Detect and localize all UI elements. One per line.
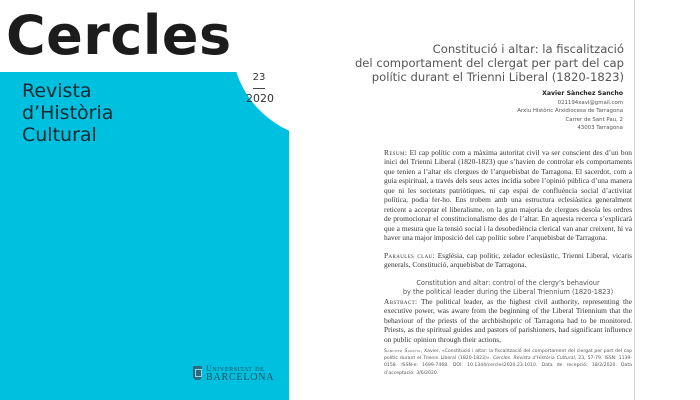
journal-subtitle <box>22 80 113 146</box>
author-institution: Arxiu Històric Arxidiocesa de Tarragona <box>517 108 623 115</box>
article-title-line: polític durant el Trienni Liberal (1820-1823) <box>371 70 624 84</box>
english-title-line: by the political leader during the Liberal Triennium (1820-1823) <box>402 288 614 296</box>
page-edge-divider <box>634 0 635 400</box>
author-city: 43003 Tarragona <box>577 125 623 132</box>
abstract-catalan <box>384 148 632 243</box>
article-title <box>324 42 624 84</box>
abstract-label: Resum: <box>384 148 408 157</box>
english-abstract-label: Abstract: <box>384 297 418 306</box>
university-shield-icon <box>193 366 202 380</box>
publisher-logo <box>193 364 274 382</box>
citation-journal: Cercles. Revista d’Història Cultural <box>493 356 575 362</box>
article-title-line: del comportament del clergat per part del cap <box>354 56 624 70</box>
author-name: Xavier Sànchez Sancho <box>542 90 623 97</box>
author-block <box>517 90 623 133</box>
abstract-text: El cap polític com a màxima autoritat civil va ser conscient des d’un bon inici del Trienni Liberal (1820-1823) que s’havien de controlar els comportaments que tenien a l’altar els clergues de l’arquebisbat de Tarragona. El sacerdot, com a guia espiritual, a través dels seus actes incidia sobre l’opinió pública d’una manera que ni les societats patriòtiques, ni cap espai de confluència social d’activitat política, podia fer-ho. Ens trobem amb una estructura eclesiàstica generalment reticent a acceptar el liberalisme, on la gran majoria de clergues desoïa les ordres de promocionar el constitucionalisme des de l’altar. En aquesta recerca s’explicarà que a mesura que la tensió social i la desobediència clerical van anar creixent, hi va haver una major imposició del cap polític sobre l’arquebisbat de Tarragona. <box>384 148 632 243</box>
keywords <box>384 251 632 270</box>
publisher-line-1: Universitat de <box>206 364 265 373</box>
english-title-line: Constitution and altar: control of the clergy’s behaviour <box>416 279 600 287</box>
english-abstract-text: The political leader, as the highest civil authority, representing the executive power, was aware from the beginning of the Liberal Triennium that the behaviour of the priests of the archbishopric of Tarragona had to be monitored. Priests, as the spiritual guides and pastors of parishioners, had significant influence on public opinion through their actions, <box>384 297 633 344</box>
keywords-label: Paraules clau: <box>384 251 436 260</box>
journal-cover <box>0 0 290 400</box>
issue-number: 23 <box>252 72 266 83</box>
abstract-english <box>384 297 632 344</box>
publisher-name <box>206 364 274 382</box>
citation-author: Sànchez Sancho <box>384 349 421 354</box>
english-title <box>384 279 632 297</box>
article-title-line: Constitució i altar: la fiscalització <box>432 42 624 56</box>
issue-year: 2020 <box>246 92 274 105</box>
keywords-text: Església, cap polític, zelador eclesiàstic, Trienni Liberal, vicaris generals, Constitució, arquebisbat de Tarragona. <box>384 251 632 270</box>
subtitle-line: d’Història <box>22 102 114 124</box>
citation-text-1: , Xavier, «Constitució i altar: la fiscalització del comportament del clergat per part del cap polític durant el Trienni Liberal (1820-1823)». <box>384 349 632 362</box>
journal-title: Cercles <box>6 4 232 67</box>
publisher-line-2: BARCELONA <box>206 372 275 383</box>
subtitle-line: Cultural <box>22 124 97 146</box>
author-street: Carrer de Sant Pau, 2 <box>565 116 623 123</box>
citation-text-2: , 23, 57-79. ISSN: 1139-0158. ISSN-e: 1699-7468. DOI: 10.1344/cercles2020.23.1010. Data de recepció: 18/2/2020. Data d’acceptació: 3/6/2020. <box>384 356 632 376</box>
citation-note <box>384 348 632 377</box>
author-email: 021194xavi@gmail.com <box>557 99 623 106</box>
issue-divider <box>253 88 265 89</box>
subtitle-line: Revista <box>22 80 92 102</box>
